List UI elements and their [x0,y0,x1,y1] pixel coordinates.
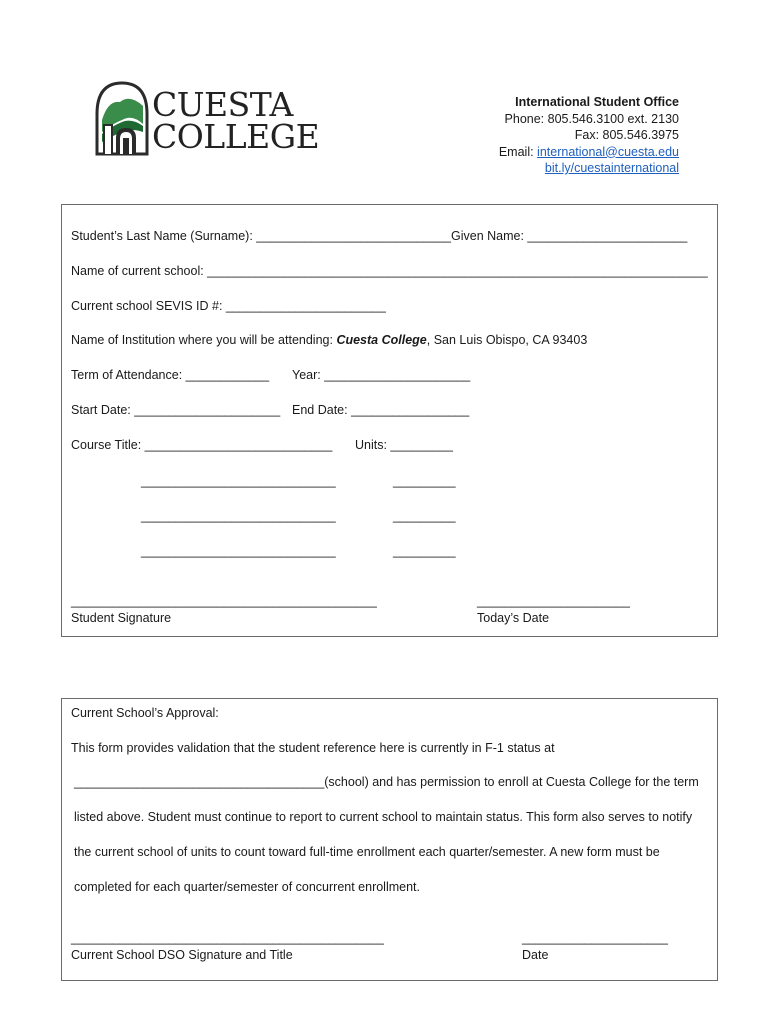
campus-arch-icon [94,80,150,156]
current-school-field[interactable]: Name of current school: ________________________________________________________________________ [71,264,708,278]
course-title-blank[interactable]: ____________________________ [141,474,336,488]
approval-text-4: the current school of units to count toward full-time enrollment each quarter/semester. A new form must be [74,845,660,859]
approval-date-label: Date [522,948,549,962]
logo-wordmark-line2: COLLEGE [152,117,320,156]
todays-date-label: Today’s Date [477,611,550,625]
email-label: Email: [498,144,538,159]
term-field[interactable]: Term of Attendance: ____________ [71,368,270,382]
units-blank[interactable]: _________ [393,509,456,523]
units-field[interactable]: Units: _________ [355,438,453,452]
approval-text-3: listed above. Student must continue to report to current school to maintain status. This form also serves to notify [74,810,693,824]
phone: Phone: 805.546.3100 ext. 2130 [504,111,679,126]
course-title-blank[interactable]: ____________________________ [141,509,336,523]
last-name-field[interactable]: Student’s Last Name (Surname): ____________________________ [71,229,451,243]
approval-heading: Current School’s Approval: [71,706,219,720]
year-field[interactable]: Year: _____________________ [292,368,471,382]
dso-signature-label: Current School DSO Signature and Title [71,948,293,962]
approval-text-1: This form provides validation that the student reference here is currently in F-1 status at [71,741,555,755]
logo-wordmark-line1: CUESTA [152,85,293,124]
institution-prefix: Name of Institution where you will be attending: [71,333,337,347]
website-link[interactable]: bit.ly/cuestainternational [544,161,679,175]
email-link[interactable]: international@cuesta.edu [537,144,679,159]
cuesta-college-logo [94,80,320,158]
approval-date-line[interactable]: _____________________ [522,931,668,945]
start-date-field[interactable]: Start Date: _____________________ [71,403,281,417]
course-title-blank[interactable]: ____________________________ [141,544,336,558]
units-blank[interactable]: _________ [393,474,456,488]
approval-text-5: completed for each quarter/semester of concurrent enrollment. [74,880,421,894]
todays-date-line[interactable]: ______________________ [477,594,630,608]
units-blank[interactable]: _________ [393,544,456,558]
institution-name: Cuesta College [336,333,427,347]
sevis-id-field[interactable]: Current school SEVIS ID #: _______________________ [71,299,386,313]
student-signature-line[interactable]: ____________________________________________ [71,594,377,608]
institution-line [71,333,587,347]
student-signature-label: Student Signature [71,611,172,625]
end-date-field[interactable]: End Date: _________________ [292,403,470,417]
institution-suffix: , San Luis Obispo, CA 93403 [426,333,588,347]
office-name: International Student Office [515,95,679,109]
course-title-field[interactable]: Course Title: ___________________________ [71,438,333,452]
approval-text-2[interactable]: ____________________________________(school) and has permission to enroll at Cuesta College for the term [74,775,699,789]
given-name-field[interactable]: Given Name: _______________________ [451,229,688,243]
email-row [499,144,679,161]
fax: Fax: 805.546.3975 [574,128,679,142]
dso-signature-line[interactable]: _____________________________________________ [71,931,384,945]
contact-info [499,94,679,177]
